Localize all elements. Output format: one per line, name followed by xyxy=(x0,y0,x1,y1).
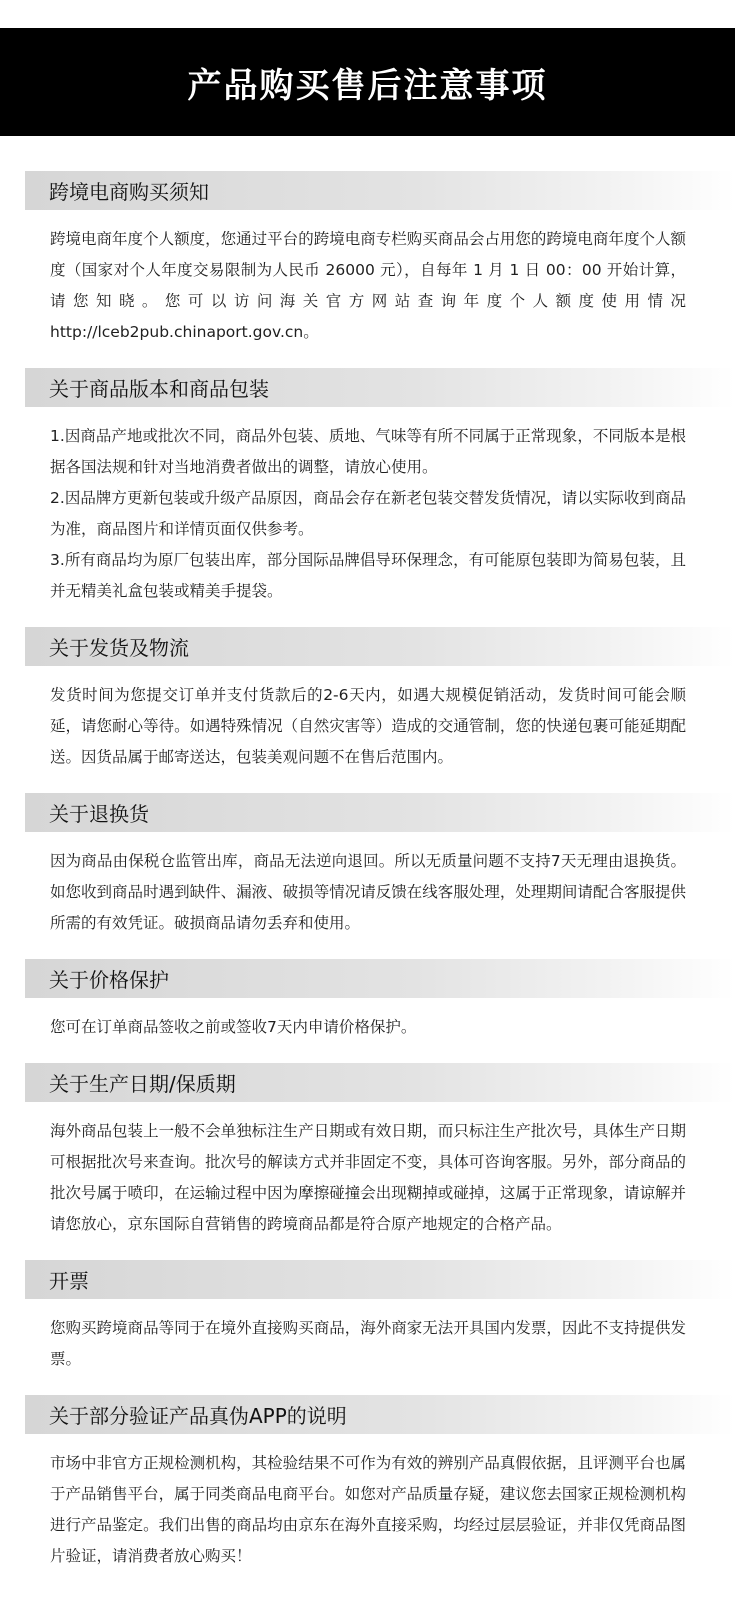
section-body xyxy=(50,210,686,368)
section-body xyxy=(50,1299,686,1395)
section-paragraph: 发货时间为您提交订单并支付货款后的2-6天内，如遇大规模促销活动，发货时间可能会顺延，请您耐心等待。如遇特殊情况（自然灾害等）造成的交通管制，您的快递包裹可能延期配送。因货品属于邮寄送达，包装美观问题不在售后范围内。 xyxy=(50,686,686,766)
section-paragraph: 您可在订单商品签收之前或签收7天内申请价格保护。 xyxy=(50,1018,417,1036)
section-heading: 关于价格保护 xyxy=(25,959,735,998)
section-body xyxy=(50,832,686,959)
section-version-packaging xyxy=(0,368,735,627)
section-paragraph: 3.所有商品均为原厂包装出库，部分国际品牌倡导环保理念，有可能原包装即为简易包装，且并无精美礼盒包装或精美手提袋。 xyxy=(50,551,686,600)
section-heading: 关于发货及物流 xyxy=(25,627,735,666)
section-paragraph: 2.因品牌方更新包装或升级产品原因，商品会存在新老包装交替发货情况，请以实际收到商品为准，商品图片和详情页面仅供参考。 xyxy=(50,489,686,538)
section-paragraph: 跨境电商年度个人额度，您通过平台的跨境电商专栏购买商品会占用您的跨境电商年度个人额度（国家对个人年度交易限制为人民币 26000 元），自每年 1 月 1 日 00：00 开始计算，请您知晓。您可以访问海关官方网站查询年度个人额度使用情况 http://lceb2pub.chinaport.gov.cn。 xyxy=(50,230,686,341)
section-heading: 关于商品版本和商品包装 xyxy=(25,368,735,407)
page-title: 产品购买售后注意事项 xyxy=(187,65,548,106)
section-body xyxy=(50,1434,686,1592)
section-heading: 跨境电商购买须知 xyxy=(25,171,735,210)
title-banner xyxy=(0,28,735,136)
section-body xyxy=(50,998,686,1063)
section-price-protection xyxy=(0,959,735,1063)
section-paragraph: 您购买跨境商品等同于在境外直接购买商品，海外商家无法开具国内发票，因此不支持提供发票。 xyxy=(50,1319,686,1368)
section-heading: 关于退换货 xyxy=(25,793,735,832)
section-cross-border-notice xyxy=(0,171,735,368)
section-returns xyxy=(0,793,735,959)
section-body xyxy=(50,407,686,627)
section-paragraph: 因为商品由保税仓监管出库，商品无法逆向退回。所以无质量问题不支持7天无理由退换货。如您收到商品时遇到缺件、漏液、破损等情况请反馈在线客服处理，处理期间请配合客服提供所需的有效凭证。破损商品请勿丢弃和使用。 xyxy=(50,852,686,932)
notice-content xyxy=(0,171,735,1592)
section-shipping-logistics xyxy=(0,627,735,793)
section-body xyxy=(50,1102,686,1260)
section-heading: 开票 xyxy=(25,1260,735,1299)
section-invoice xyxy=(0,1260,735,1395)
section-heading: 关于生产日期/保质期 xyxy=(25,1063,735,1102)
section-production-date xyxy=(0,1063,735,1260)
section-paragraph: 海外商品包装上一般不会单独标注生产日期或有效日期，而只标注生产批次号，具体生产日期可根据批次号来查询。批次号的解读方式并非固定不变，具体可咨询客服。另外，部分商品的批次号属于喷印，在运输过程中因为摩擦碰撞会出现糊掉或碰掉，这属于正常现象，请谅解并请您放心，京东国际自营销售的跨境商品都是符合原产地规定的合格产品。 xyxy=(50,1122,686,1233)
section-body xyxy=(50,666,686,793)
section-paragraph: 市场中非官方正规检测机构，其检验结果不可作为有效的辨别产品真假依据，且评测平台也属于产品销售平台，属于同类商品电商平台。如您对产品质量存疑，建议您去国家正规检测机构进行产品鉴定。我们出售的商品均由京东在海外直接采购，均经过层层验证，并非仅凭商品图片验证，请消费者放心购买！ xyxy=(50,1454,686,1565)
section-paragraph: 1.因商品产地或批次不同，商品外包装、质地、气味等有所不同属于正常现象，不同版本是根据各国法规和针对当地消费者做出的调整，请放心使用。 xyxy=(50,427,686,476)
section-heading: 关于部分验证产品真伪APP的说明 xyxy=(25,1395,735,1434)
section-authenticity-apps xyxy=(0,1395,735,1592)
